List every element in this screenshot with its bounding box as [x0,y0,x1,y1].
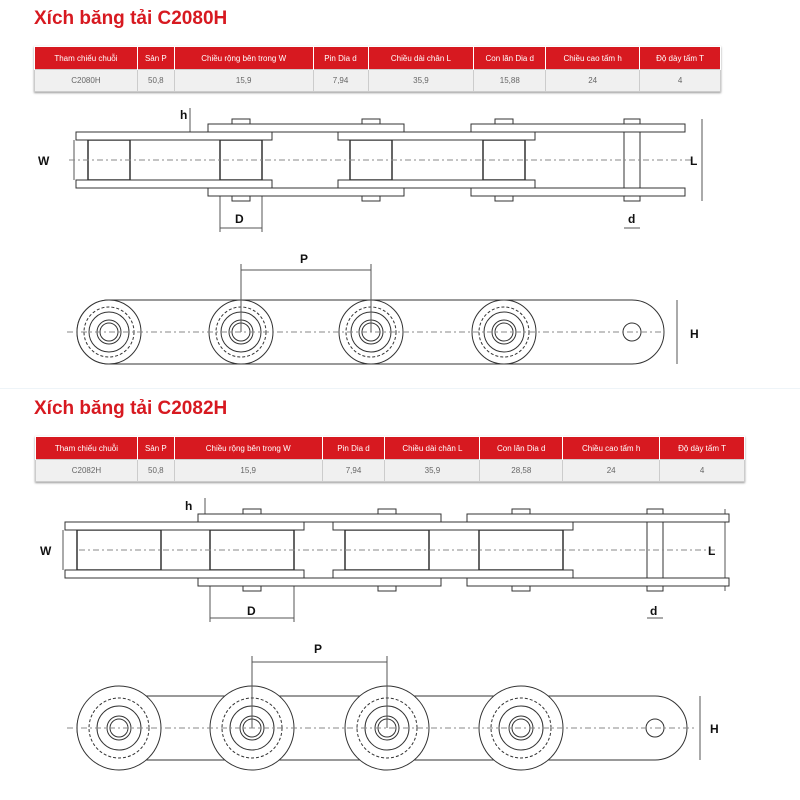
label-H: H [690,327,699,341]
header-cell: Tham chiếu chuỗi [35,47,138,70]
pin-head [495,119,513,124]
header-cell: Chiều dài chân L [385,437,480,460]
label-L: L [690,154,698,168]
table-cell: 24 [546,70,640,92]
table-cell: 50,8 [137,70,174,92]
header-cell: Sản P [137,437,174,460]
pin-head [243,586,261,591]
label-d: d [650,604,658,618]
table-cell: 28,58 [480,460,563,482]
outer-plate [198,514,441,522]
outer-plate [198,578,441,586]
inner-plate [76,132,272,140]
pin-head [232,119,250,124]
section-title-c2082h: Xích băng tải C2082H [34,398,228,419]
table-cell: 35,9 [368,70,474,92]
pin-head [495,196,513,201]
inner-plate [338,180,535,188]
header-cell: Chiều dài chân L [368,47,474,70]
label-P: P [314,642,323,656]
table-cell: 15,9 [174,70,313,92]
outer-plate [208,188,404,196]
header-cell: Độ dày tấm T [660,437,745,460]
inner-plate [76,180,272,188]
table-cell: 50,8 [137,460,174,482]
header-cell: Tham chiếu chuỗi [36,437,138,460]
header-cell: Chiều cao tấm h [546,47,640,70]
table-cell: 24 [563,460,660,482]
table-cell: C2082H [36,460,138,482]
pin-head [243,509,261,514]
table-cell: 4 [640,70,721,92]
table-cell: 35,9 [385,460,480,482]
header-cell: Pin Dia d [313,47,368,70]
outer-plate [467,514,729,522]
pin-head [378,509,396,514]
outer-plate [471,188,685,196]
label-W: W [40,544,52,558]
inner-plate [65,522,304,530]
label-D: D [247,604,256,618]
header-cell: Pin Dia d [322,437,385,460]
label-h: h [180,108,188,122]
header-cell: Con lăn Dia d [480,437,563,460]
header-cell: Sản P [137,47,174,70]
label-H: H [710,722,719,736]
table-cell: 15,9 [174,460,322,482]
inner-plate [65,570,304,578]
pin-head [362,196,380,201]
label-W: W [38,154,50,168]
section-title-c2080h: Xích băng tải C2080H [34,8,228,29]
table-cell: C2080H [35,70,138,92]
inner-plate [333,570,573,578]
outer-plate [471,124,685,132]
outer-plate [208,124,404,132]
table-cell: 7,94 [322,460,385,482]
pin-head [512,586,530,591]
table-cell: 7,94 [313,70,368,92]
label-L: L [708,544,716,558]
pin-head [232,196,250,201]
header-cell: Chiều rộng bên trong W [174,437,322,460]
pin-head [378,586,396,591]
header-cell: Con lăn Dia d [474,47,546,70]
chain-diagram-c2082h [0,390,800,800]
label-D: D [235,212,244,226]
table-cell: 4 [660,460,745,482]
pin-head [512,509,530,514]
roller [88,140,130,180]
table-cell: 15,88 [474,70,546,92]
pin-head [362,119,380,124]
section-divider [0,388,800,389]
roller [350,140,392,180]
label-h: h [185,499,193,513]
header-cell: Chiều cao tấm h [563,437,660,460]
inner-plate [338,132,535,140]
label-P: P [300,252,309,266]
outer-plate [467,578,729,586]
inner-plate [333,522,573,530]
label-d: d [628,212,636,226]
header-cell: Chiều rộng bên trong W [174,47,313,70]
chain-diagram-c2080h [0,0,800,390]
header-cell: Độ dày tấm T [640,47,721,70]
